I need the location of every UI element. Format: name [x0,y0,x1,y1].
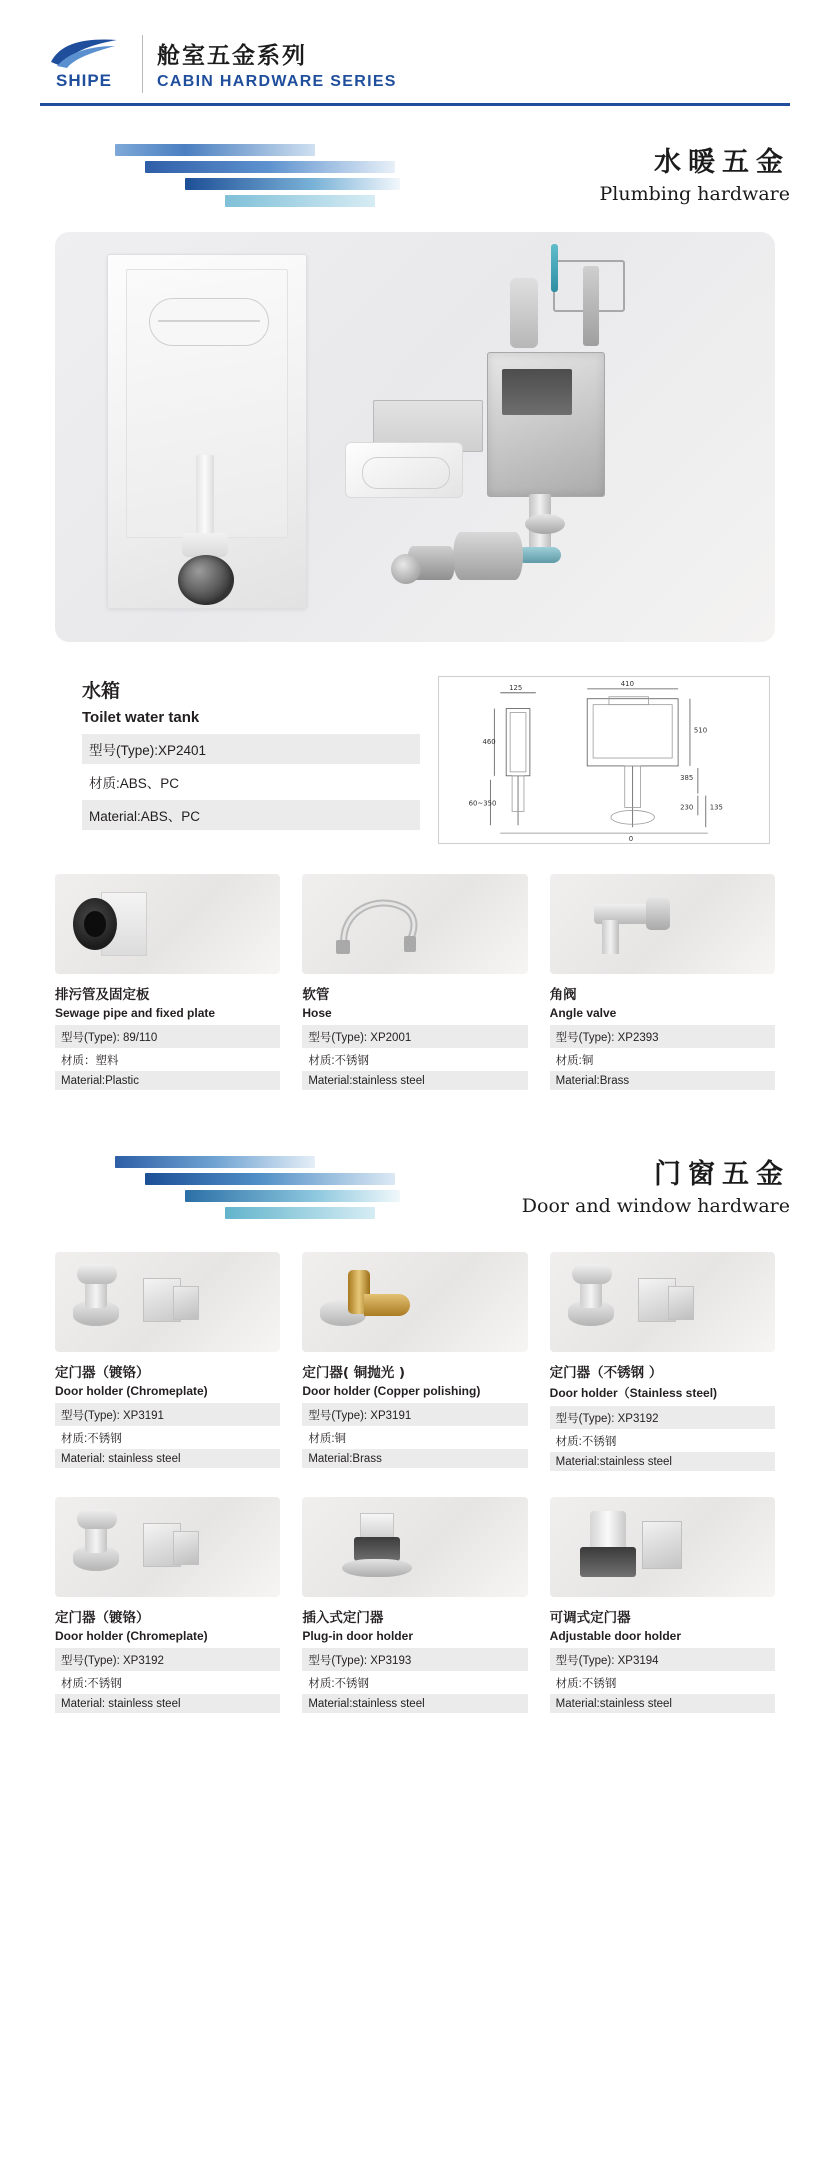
product-card [302,1252,527,1471]
product-material-cn: 材质：塑料 [61,1054,119,1067]
product-material-cn: 材质:铜 [308,1432,347,1445]
banner-stripes [60,144,400,212]
product-type: 型号(Type): XP2393 [550,1025,775,1048]
product-name-cn: 定门器（镀铬） [55,1365,150,1381]
tank-dimension-drawing [438,676,770,844]
logo-wordmark: SHIPE [55,71,113,90]
product-material-cn: 材质:铜 [555,1054,594,1067]
tank-spec-text [40,676,420,833]
banner-stripe-4 [225,195,375,207]
plumbing-product-grid [55,874,775,1090]
plug-foot [342,1559,412,1577]
door-holder-ss-image [550,1252,775,1352]
banner-title-en: Door and window hardware [521,1195,790,1217]
flush-panel-plate [345,442,463,498]
product-name-en: Door holder（Stainless steel) [549,1386,718,1400]
product-card [550,1497,775,1713]
product-type: 型号(Type): XP3192 [55,1648,280,1671]
banner-stripe-1 [115,1156,315,1168]
cistern-flush-plate [149,298,269,346]
product-name-en: Door holder (Chromeplate) [55,1629,208,1643]
product-type: 型号(Type): XP3194 [550,1648,775,1671]
header-divider [142,35,143,93]
product-name-cn: 定门器( 铜抛光 ) [302,1365,406,1381]
banner-stripes-2 [60,1156,400,1224]
float-valve-a [510,278,538,348]
product-card [55,1497,280,1713]
product-material-cn: 材质:不锈钢 [555,1677,617,1690]
product-card [302,874,527,1090]
product-material-en: Material:stainless steel [302,1694,527,1713]
product-type: 型号(Type): XP2001 [302,1025,527,1048]
product-material-cn: 材质:不锈钢 [61,1677,122,1690]
page-footer-space [0,1713,830,1739]
gasket-ring [391,554,421,584]
product-name-cn: 可调式定门器 [549,1610,631,1626]
cistern-outlet [178,555,234,605]
dim-mid-b: 230 [680,803,694,812]
banner-stripe-3 [185,1190,400,1202]
banner-stripe-2 [145,161,395,173]
product-material-en: Material: stainless steel [55,1694,280,1713]
banner-stripe-2 [145,1173,395,1185]
dimension-svg [439,677,769,843]
product-type: 型号(Type): XP3191 [55,1403,280,1426]
hose-image [302,874,527,974]
product-card [55,874,280,1090]
valve-body [487,352,605,497]
product-name-en: Door holder (Copper polishing) [302,1384,481,1398]
plug-body [354,1537,400,1561]
product-material-en: Material:stainless steel [302,1071,527,1090]
product-name-en: Hose [302,1006,332,1020]
banner-title-en: Plumbing hardware [599,183,790,205]
header-title-group [157,37,397,91]
product-name-en: Sewage pipe and fixed plate [55,1006,216,1020]
product-name-cn: 软管 [302,987,330,1003]
hose-drawing [330,888,430,958]
product-name-cn: 角阀 [549,987,577,1003]
door-holder-copper-image [302,1252,527,1352]
page-header [40,30,790,106]
cylinder-large [453,532,523,580]
sewage-pipe-image [55,874,280,974]
door-product-grid [55,1252,775,1713]
holder-plate-2 [173,1286,199,1320]
product-material-en: Material:Plastic [55,1071,280,1090]
float-valve-rod [583,266,599,346]
banner-stripe-3 [185,178,400,190]
product-type: 型号(Type): 89/110 [55,1025,280,1048]
dim-mid-a: 385 [680,773,694,782]
holder-brass-hook [364,1294,410,1316]
valve-window [502,369,572,415]
angle-valve-image [550,874,775,974]
adjustable-door-holder-image [550,1497,775,1597]
hero-product-image [55,232,775,642]
product-type: 型号(Type): XP3192 [550,1406,775,1429]
product-material-en: Material:stainless steel [550,1694,775,1713]
product-card [550,1252,775,1471]
product-name-cn: 定门器（不锈钢 ） [549,1365,663,1381]
banner-title-group-2 [522,1152,790,1217]
product-material-en: Material: stainless steel [55,1449,280,1468]
product-name-en: Angle valve [549,1006,617,1020]
product-card [55,1252,280,1471]
product-material-cn: 材质:不锈钢 [555,1435,617,1448]
product-type: 型号(Type): XP3193 [302,1648,527,1671]
product-material-en: Material:Brass [550,1071,775,1090]
product-name-en: Adjustable door holder [549,1629,681,1643]
dim-right-height: 510 [693,726,708,735]
banner-stripe-1 [115,144,315,156]
plug-in-door-holder-image [302,1497,527,1597]
product-name-en: Door holder (Chromeplate) [55,1384,208,1398]
plug-cap [360,1513,394,1539]
door-holder-chrome2-image [55,1497,280,1597]
holder-head [77,1509,117,1529]
adjust-plate [642,1521,682,1569]
header-title-en: CABIN HARDWARE SERIES [157,72,397,90]
banner-title-cn: 门窗五金 [654,1159,790,1190]
tank-material-en: Material:ABS、PC [82,800,420,830]
tank-type: 型号(Type):XP2401 [82,734,420,764]
valve-seal-ring [517,547,561,563]
dim-zero: 0 [628,835,634,843]
holder-head [572,1264,612,1284]
adjust-block [580,1547,636,1577]
product-material-cn: 材质:不锈钢 [308,1677,370,1690]
tank-material-cn: 材质:ABS、PC [89,776,180,791]
product-name-en: Plug-in door holder [302,1629,413,1643]
tank-spec-row [40,676,790,844]
catalog-page [0,30,830,1739]
section-banner-plumbing [40,140,790,210]
tank-name-cn: 水箱 [82,680,121,702]
product-material-cn: 材质:不锈钢 [308,1054,370,1067]
dim-top-left: 125 [509,683,523,692]
door-holder-chrome-image [55,1252,280,1352]
product-name-cn: 定门器（镀铬） [55,1610,150,1626]
dim-top-right: 410 [620,679,634,688]
banner-title-group [599,140,790,205]
banner-stripe-4 [225,1207,375,1219]
tank-name-en: Toilet water tank [82,709,200,726]
adjust-cylinder [590,1511,626,1551]
product-material-en: Material:Brass [302,1449,527,1468]
valve-stem-shape [602,920,619,954]
banner-title-cn: 水暖五金 [654,147,790,178]
holder-plate-2 [668,1286,694,1320]
teal-rod [551,244,558,292]
swoosh-icon [47,36,121,70]
valve-washer [525,514,565,534]
product-card [550,874,775,1090]
section-banner-door [40,1152,790,1222]
holder-plate-2 [173,1531,199,1565]
product-type: 型号(Type): XP3191 [302,1403,527,1426]
dim-mid-c: 135 [709,803,723,812]
product-name-cn: 插入式定门器 [302,1610,384,1626]
company-logo [40,33,128,95]
cistern-downpipe [196,455,214,537]
product-name-cn: 排污管及固定板 [55,987,150,1003]
pipe-mouth [73,898,117,950]
product-card [302,1497,527,1713]
cistern-collar [182,533,228,557]
holder-head [77,1264,117,1284]
valve-knob [646,898,670,930]
header-title-cn: 舱室五金系列 [157,42,307,69]
dim-left-range: 60~350 [468,799,497,808]
product-material-cn: 材质:不锈钢 [61,1432,122,1445]
dim-left-height: 460 [482,738,496,747]
product-material-en: Material:stainless steel [550,1452,775,1471]
cistern-body [107,254,307,609]
